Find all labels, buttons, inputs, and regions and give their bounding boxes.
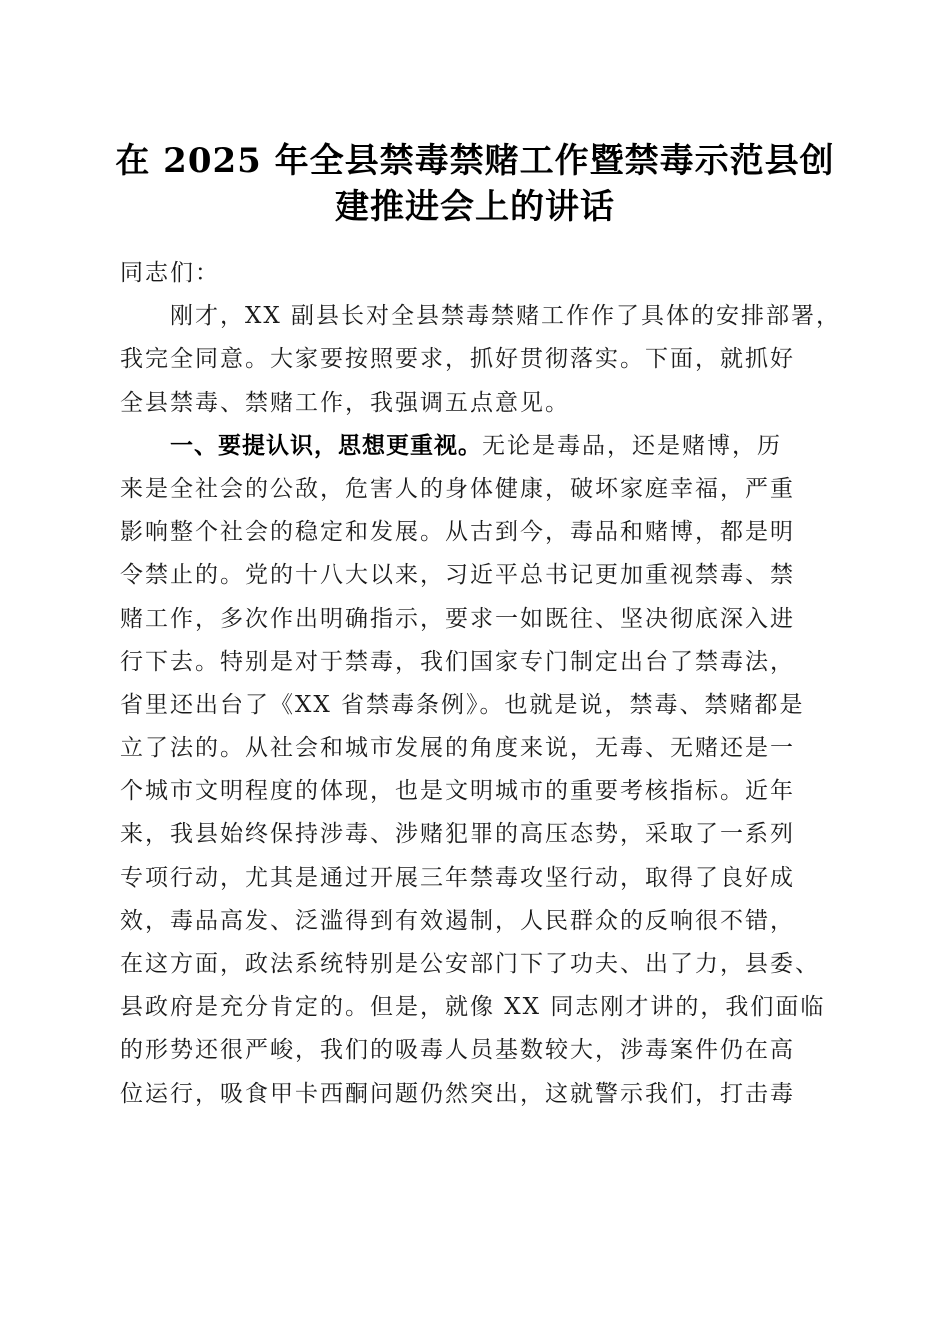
paragraph-line: 行下去。特别是对于禁毒，我们国家专门制定出台了禁毒法， <box>120 648 795 675</box>
paragraph-line: 影响整个社会的稳定和发展。从古到今，毒品和赌博，都是明 <box>120 519 795 546</box>
paragraph-line: 在这方面，政法系统特别是公安部门下了功夫、出了力，县委、 <box>120 951 820 977</box>
paragraph-line: 我完全同意。大家要按照要求，抓好贯彻落实。下面，就抓好 <box>120 346 795 373</box>
paragraph-line: 省里还出台了《XX 省禁毒条例》。也就是说，禁毒、禁赌都是 <box>120 691 805 718</box>
paragraph-line: 县政府是充分肯定的。但是，就像 XX 同志刚才讲的，我们面临 <box>120 994 826 1021</box>
document-body <box>120 252 850 1116</box>
section-heading: 一、要提认识，思想更重视。 <box>170 432 482 459</box>
paragraph-line: 全县禁毒、禁赌工作，我强调五点意见。 <box>120 389 570 416</box>
paragraph-line: 效，毒品高发、泛滥得到有效遏制，人民群众的反响很不错， <box>120 907 795 934</box>
paragraph-line: 位运行，吸食甲卡西酮问题仍然突出，这就警示我们，打击毒 <box>120 1080 795 1107</box>
paragraph-line: 赌工作，多次作出明确指示，要求一如既往、坚决彻底深入进 <box>120 605 795 632</box>
title-line: 建推进会上的讲话 <box>335 187 615 227</box>
section-first-line <box>120 425 850 468</box>
paragraph-line: 来，我县始终保持涉毒、涉赌犯罪的高压态势，采取了一系列 <box>120 821 795 848</box>
paragraph-line: 个城市文明程度的体现，也是文明城市的重要考核指标。近年 <box>120 778 795 805</box>
paragraph-line: 刚才，XX 副县长对全县禁毒禁赌工作作了具体的安排部署， <box>170 303 842 330</box>
paragraph-line: 专项行动，尤其是通过开展三年禁毒攻坚行动，取得了良好成 <box>120 864 795 891</box>
paragraph-line: 的形势还很严峻，我们的吸毒人员基数较大，涉毒案件仍在高 <box>120 1037 795 1064</box>
paragraph-line: 立了法的。从社会和城市发展的角度来说，无毒、无赌还是一 <box>120 735 795 762</box>
title-line: 在 2025 年全县禁毒禁赌工作暨禁毒示范县创 <box>115 141 835 181</box>
paragraph-line: 令禁止的。党的十八大以来，习近平总书记更加重视禁毒、禁 <box>120 562 795 589</box>
section-text: 无论是毒品，还是赌博，历 <box>482 432 782 459</box>
salutation: 同志们： <box>120 260 220 286</box>
paragraph-line: 来是全社会的公敌，危害人的身体健康，破坏家庭幸福，严重 <box>120 475 795 502</box>
document-title <box>100 138 850 230</box>
